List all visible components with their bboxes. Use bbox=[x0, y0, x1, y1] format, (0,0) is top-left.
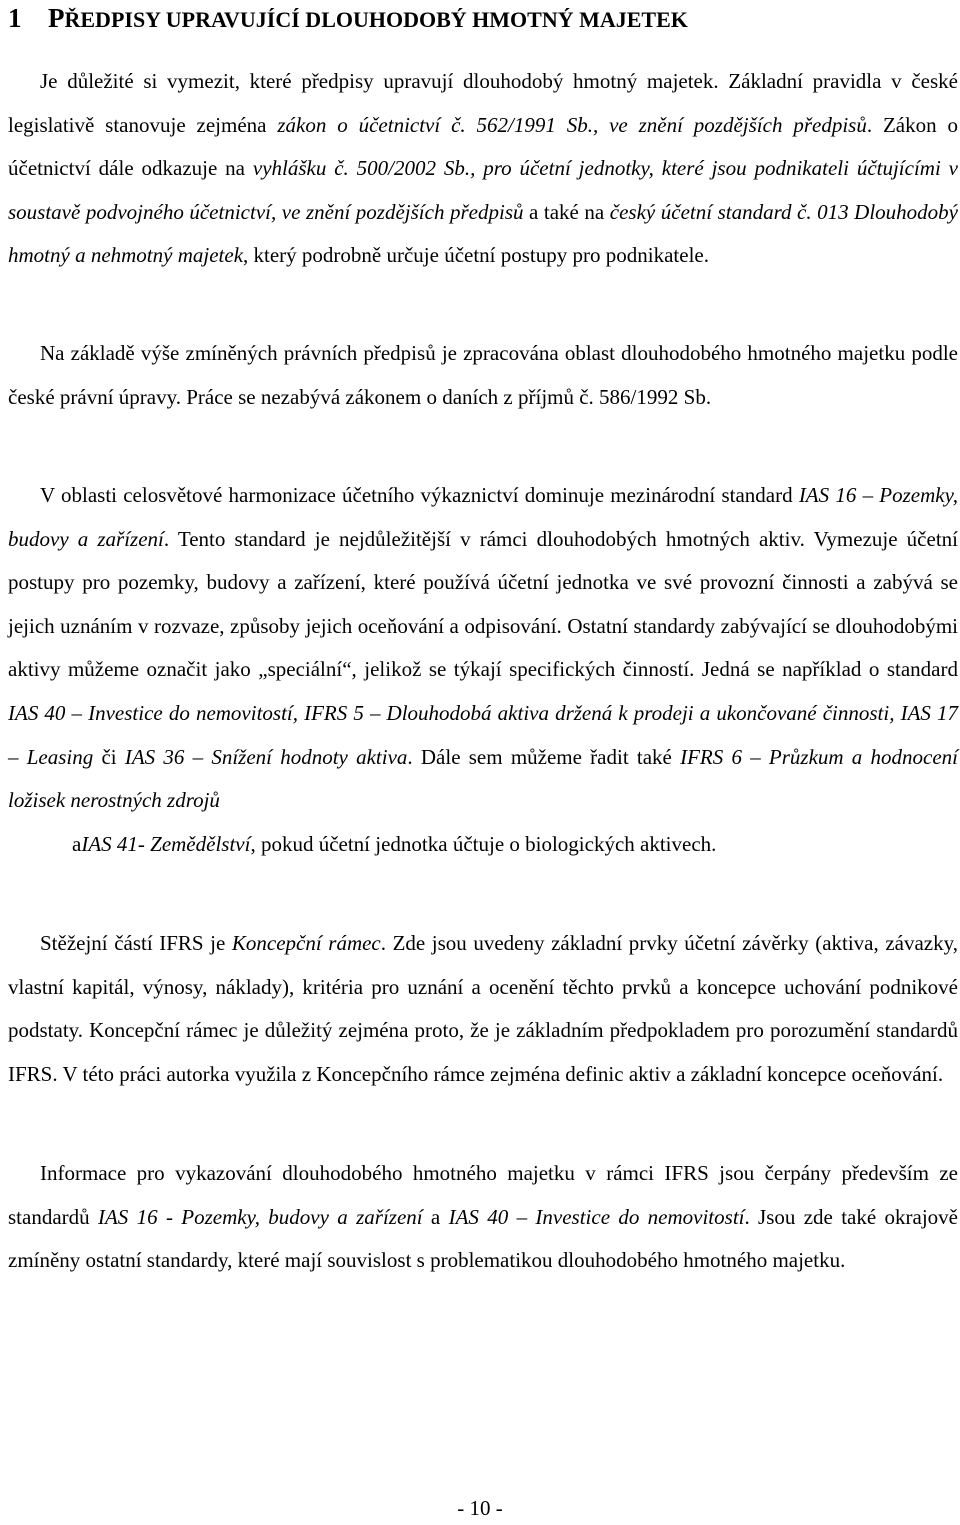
chapter-title-initial: P bbox=[48, 3, 65, 33]
text-segment: a také na bbox=[523, 199, 610, 224]
text-segment: a bbox=[72, 831, 82, 856]
decree-reference: vyhlášku č. 500/2002 Sb., pro účetní jednotky, které jsou podnikateli účtujícími v soustavě podvojného účetnictví, ve znění pozdějších předpisů bbox=[8, 156, 958, 224]
text-segment: Informace pro vykazování dlouhodobého hmotného majetku v rámci IFRS jsou čerpány především ze standardů bbox=[8, 1161, 958, 1229]
text-segment: , který podrobně určuje účetní postupy pro podnikatele. bbox=[243, 243, 709, 268]
framework-reference: Koncepční rámec bbox=[231, 931, 381, 955]
standard-reference: IAS 36 – Snížení hodnoty aktiva bbox=[124, 744, 408, 769]
standard-reference: IAS 40 – Investice do nemovitostí, IFRS 5 – Dlouhodobá aktiva držená k prodeji a ukončované činnosti, IAS 17 – Leasing bbox=[8, 700, 958, 769]
paragraph-sources bbox=[8, 1152, 958, 1283]
text-segment: . Zákon o účetnictví dále odkazuje na bbox=[8, 112, 958, 181]
standard-reference: IAS 40 – Investice do nemovitostí bbox=[448, 1204, 745, 1229]
chapter-number: 1 bbox=[8, 3, 22, 33]
text-segment: Je důležité si vymezit, které předpisy upravují dlouhodobý hmotný majetek. Základní pravidla v české legislativě stanovuje zejména bbox=[8, 69, 958, 137]
paragraph-scope bbox=[8, 332, 958, 419]
law-reference: zákon o účetnictví č. 562/1991 Sb., ve znění pozdějších předpisů bbox=[277, 112, 867, 137]
paragraph-conceptual-framework bbox=[8, 922, 958, 1096]
paragraph-legislation bbox=[8, 60, 958, 278]
chapter-title: ŘEDPISY UPRAVUJÍCÍ DLOUHODOBÝ HMOTNÝ MAJETEK bbox=[64, 7, 688, 32]
standard-reference: IAS 16 – Pozemky, budovy a zařízení bbox=[8, 483, 958, 551]
paragraph-international-standards bbox=[8, 474, 958, 866]
text-segment: . Dále sem můžeme řadit také bbox=[407, 744, 681, 769]
standard-reference: IAS 16 - Pozemky, budovy a zařízení bbox=[97, 1204, 423, 1229]
text-segment: Stěžejní částí IFRS je bbox=[40, 931, 232, 955]
text-segment: . Tento standard je nejdůležitější v rámci dlouhodobých hmotných aktiv. Vymezuje účetní postupy pro pozemky, budovy a zařízení, které používá účetní jednotka ve své provozní činnosti a zabývá se jejich uznáním v rozvaze, způsoby jejich oceňování a odpisování. Ostatní standardy zabývající se dlouhodobými aktivy můžeme označit jako „speciální“, jelikož se týkají specifických činností. Jedná se například o standard bbox=[8, 526, 958, 682]
text-segment: . Zde jsou uvedeny základní prvky účetní závěrky (aktiva, závazky, vlastní kapitál, výnosy, náklady), kritéria pro uznání a ocenění těchto prvků a koncepce uchování podnikové podstaty. Koncepční rámec je důležitý zejména proto, že je základním předpokladem pro porozumění standardů IFRS. V této práci autorka využila z Koncepčního rámce zejména definic aktiv a základní koncepce oceňování. bbox=[8, 931, 958, 1086]
chapter-heading bbox=[8, 0, 688, 38]
standard-reference: IAS 41- Zemědělství bbox=[81, 831, 251, 856]
standard-reference: IFRS 6 – Průzkum a hodnocení ložisek nerostných zdrojů bbox=[8, 744, 958, 813]
text-segment: V oblasti celosvětové harmonizace účetního výkaznictví dominuje mezinárodní standard bbox=[40, 483, 799, 507]
standard-reference: český účetní standard č. 013 Dlouhodobý hmotný a nehmotný majetek bbox=[8, 199, 958, 268]
page-number: - 10 - bbox=[457, 1496, 503, 1520]
text-segment: a bbox=[422, 1204, 449, 1229]
text-segment: , pokud účetní jednotka účtuje o biologických aktivech. bbox=[250, 831, 717, 856]
text-segment: či bbox=[93, 744, 125, 769]
text-segment: Na základě výše zmíněných právních předpisů je zpracována oblast dlouhodobého hmotného majetku podle české právní úpravy. Práce se nezabývá zákonem o daních z příjmů č. 586/1992 Sb. bbox=[8, 341, 958, 409]
text-segment: . Jsou zde také okrajově zmíněny ostatní standardy, které mají souvislost s problematikou dlouhodobého hmotného majetku. bbox=[8, 1204, 958, 1273]
